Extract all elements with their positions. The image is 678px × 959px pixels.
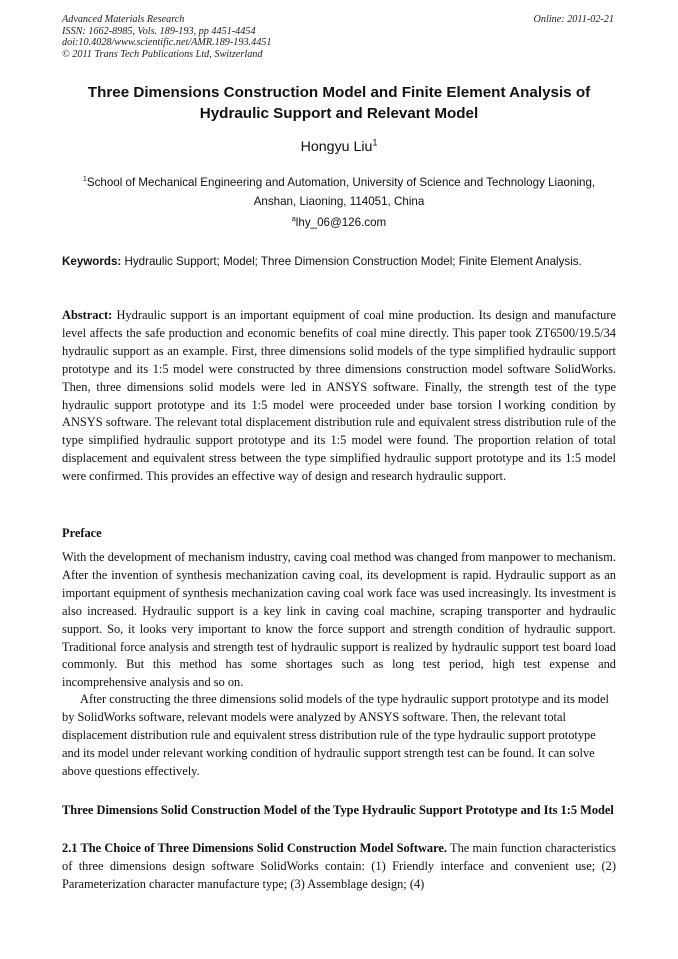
journal-doi: doi:10.4028/www.scientific.net/AMR.189-193.4451 (62, 37, 272, 49)
affiliation-line-1: School of Mechanical Engineering and Automation, University of Science and Technology Liaoning, (86, 176, 596, 189)
title-line-1: Three Dimensions Construction Model and Finite Element Analysis of (87, 84, 591, 101)
author-email (62, 215, 616, 230)
abstract-label: Abstract: (62, 308, 113, 322)
preface-heading: Preface (62, 526, 102, 540)
affiliation (62, 173, 616, 211)
journal-header (62, 14, 271, 60)
email-address: lhy_06@126.com (295, 216, 387, 229)
journal-name: Advanced Materials Research (62, 14, 185, 25)
author-sup: 1 (372, 137, 378, 148)
subsection-label: 2.1 The Choice of Three Dimensions Solid Construction Model Software. (62, 841, 447, 855)
abstract (62, 307, 616, 486)
author-name: Hongyu Liu (300, 139, 373, 155)
keywords-label: Keywords: (62, 255, 122, 268)
subsection-paragraph (62, 840, 616, 894)
keywords (62, 253, 616, 270)
abstract-text: Hydraulic support is an important equipment of coal mine production. Its design and manufacture level affects the safe production and economic benefits of coal mine directly. This paper took ZT6500/19.5/34 hydraulic support as an example. First, three dimensions solid models of the type simplified hydraulic support prototype and its 1:5 model were constructed by three dimensions construction model software SolidWorks. Then, three dimensions solid models were led in ANSYS software. Finally, the strength test of the type hydraulic support prototype and its 1:5 model were proceeded under base torsion Ⅰworking condition by ANSYS software. The relevant total displacement distribution rule and equivalent stress distribution rule of the type simplified hydraulic support prototype and its 1:5 model were found. The proportion relation of total displacement and equivalent stress between the type simplified hydraulic support prototype and its 1:5 model were confirmed. This provides an effective way of design and research hydraulic support. (62, 308, 616, 484)
subsection-text: The main function characteristics of three dimensions design software SolidWorks contain: (1) Friendly interface and convenient use; (2) Parameterization character manufacture type; (3) Assemblage design; (4) (62, 841, 617, 891)
preface-paragraph-2: After constructing the three dimensions solid models of the type hydraulic support prototype and its model by SolidWorks software, relevant models were analyzed by ANSYS software. Then, the relevant total displacement distribution rule and equivalent stress distribution rule of the type hydraulic support prototype and its model under relevant working condition of hydraulic support strength test can be found. It can solve above questions effectively. (62, 692, 609, 778)
affiliation-sup: 1 (82, 174, 87, 184)
author (62, 138, 616, 156)
preface-paragraph-1: With the development of mechanism industry, caving coal method was changed from manpower to mechanism. After the invention of synthesis mechanization caving coal, its development is rapid. Hydraulic support as an important equipment of synthesis mechanization caving coal work face was used increasingly. Its investment is also increased. Hydraulic support is a key link in caving coal machine, scraping transporter and hydraulic support. So, it looks very important to know the force support and strength condition of hydraulic support. Traditional force analysis and strength test of hydraulic support is realized by hydraulic support test board load commonly. But this method has some shortages such as long test period, high test expense and incomprehensive analysis and so on. (62, 550, 616, 690)
email-sup: a (291, 214, 296, 224)
title-line-2: Hydraulic Support and Relevant Model (199, 105, 479, 122)
journal-copyright: © 2011 Trans Tech Publications Ltd, Switzerland (62, 48, 263, 60)
keywords-text: Hydraulic Support; Model; Three Dimension Construction Model; Finite Element Analysis. (121, 255, 582, 268)
journal-issn: ISSN: 1662-8985, Vols. 189-193, pp 4451-4454 (62, 25, 256, 37)
section-heading: Three Dimensions Solid Construction Model of the Type Hydraulic Support Prototype and Its 1:5 Model (62, 803, 614, 817)
paper-title (62, 82, 616, 124)
affiliation-line-2: Anshan, Liaoning, 114051, China (253, 195, 425, 208)
online-date: Online: 2011-02-21 (533, 14, 614, 25)
